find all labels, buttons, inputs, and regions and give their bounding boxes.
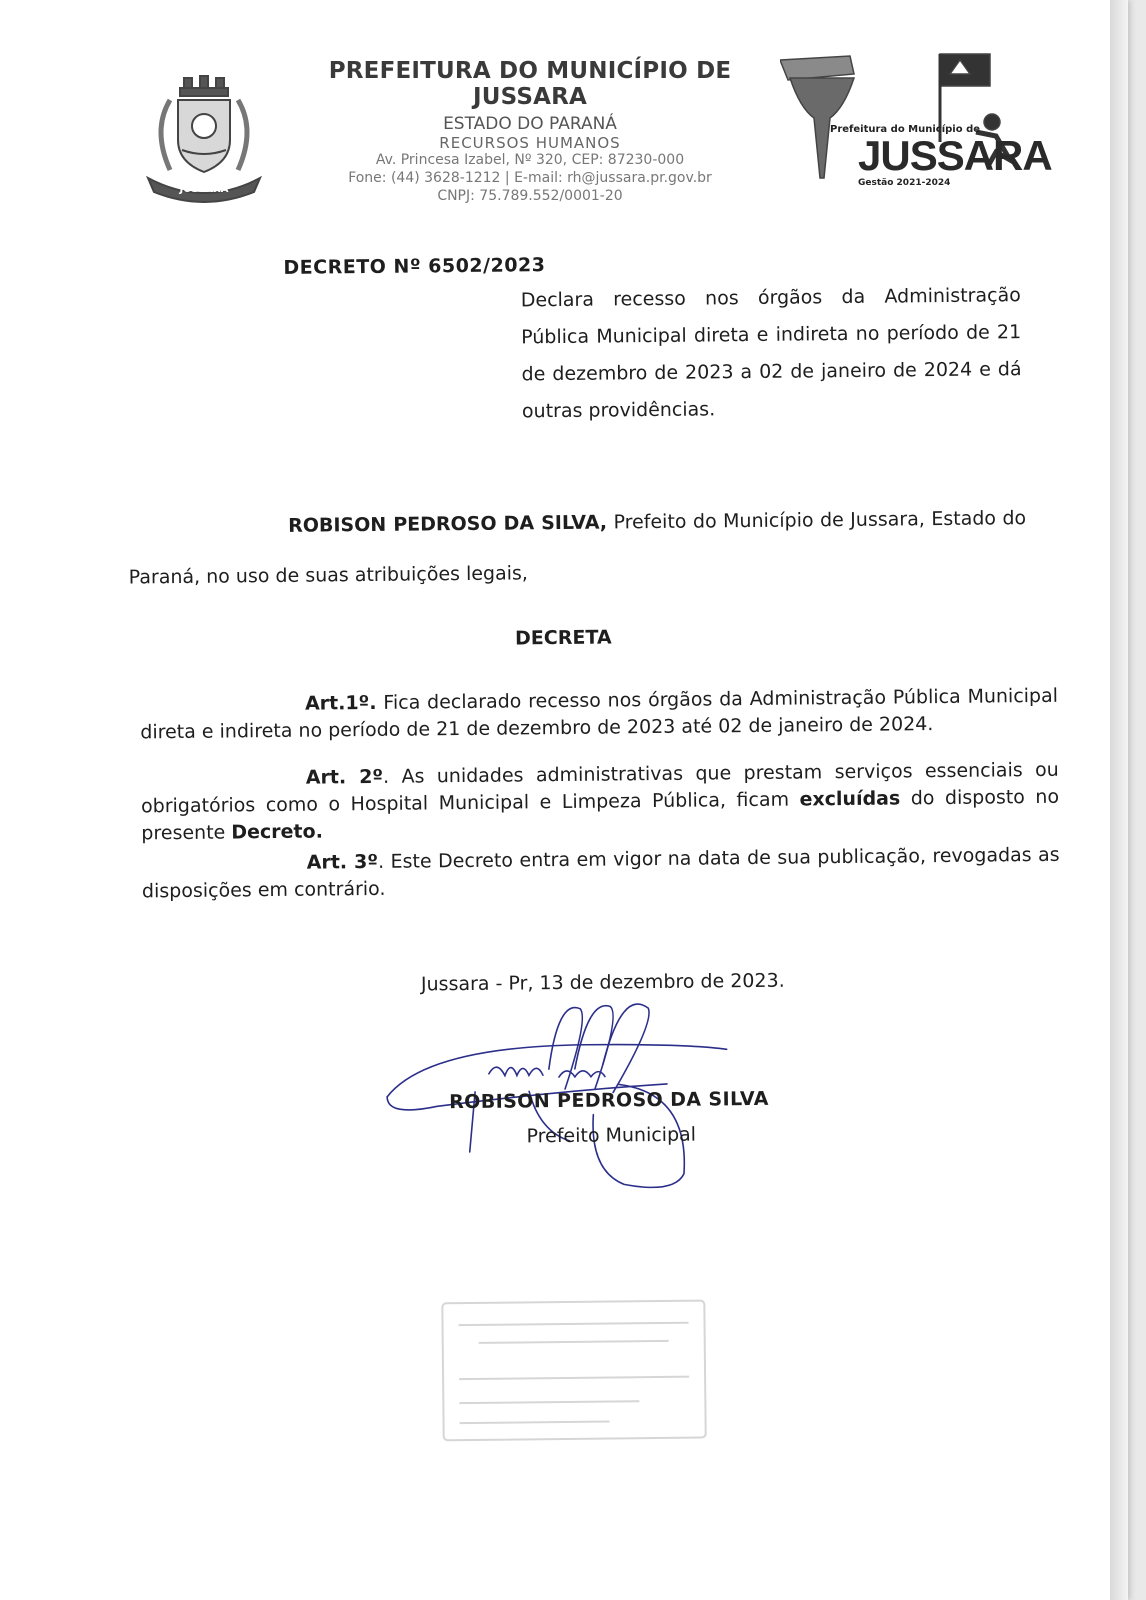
signer-name: ROBISON PEDROSO DA SILVA (449, 1087, 769, 1114)
article-2-text-b: do disposto no presente (141, 785, 1060, 845)
brand-name: JUSSARA (858, 132, 1052, 179)
municipality-title: PREFEITURA DO MUNICÍPIO DE JUSSARA (328, 58, 732, 110)
address-line: Av. Princesa Izabel, Nº 320, CEP: 87230-000 (375, 152, 685, 168)
article-2 (141, 757, 1060, 848)
article-2-label: Art. 2º (305, 765, 384, 789)
signer-role: Prefeito Municipal (526, 1123, 697, 1148)
article-2-bold: excluídas (799, 787, 901, 811)
state-name: ESTADO DO PARANÁ (443, 114, 617, 134)
decree-summary: Declara recesso nos órgãos da Administração Pública Municipal direta e indireta no período de 21 de dezembro de 2023 a 02 de janeiro de 2024 e dá outras providências. (520, 284, 1022, 423)
article-2-text-a: . As unidades administrativas que prestam serviços essenciais ou obrigatórios como o Hospital Municipal e Limpeza Pública, ficam (140, 758, 1059, 818)
article-1-label: Art.1º. (304, 691, 377, 715)
contact-line: Fone: (44) 3628-1212 | E-mail: rh@jussara.pr.gov.br (348, 170, 712, 186)
brand-term: Gestão 2021-2024 (858, 178, 951, 188)
article-2-bold2: Decreto. (231, 820, 323, 844)
decreta-heading: DECRETA (514, 626, 612, 650)
article-1 (140, 683, 1059, 747)
article-3-label: Art. 3º (306, 850, 379, 874)
article-3-text: . Este Decreto entra em vigor na data de sua publicação, revogadas as disposições em contrário. (141, 843, 1060, 903)
preamble (128, 493, 1027, 602)
cnpj-line: CNPJ: 75.789.552/0001-20 (437, 188, 623, 204)
preamble-name: ROBISON PEDROSO DA SILVA, (288, 511, 608, 537)
decree-number: DECRETO Nº 6502/2023 (283, 254, 546, 279)
crest-label: JUSSARA (179, 184, 229, 195)
faded-publication-stamp-icon (438, 1296, 710, 1444)
article-3 (142, 842, 1061, 906)
article-1-text: Fica declarado recesso nos órgãos da Administração Pública Municipal direta e indireta no período de 21 de dezembro de 2023 até 02 de janeiro de 2024. (140, 684, 1059, 744)
place-date: Jussara - Pr, 13 de dezembro de 2023. (420, 969, 785, 996)
preamble-text: Prefeito do Município de Jussara, Estado do Paraná, no uso de suas atribuições legais, (128, 507, 1027, 589)
brand-prefix: Prefeitura do Município de (830, 124, 981, 135)
department-name: RECURSOS HUMANOS (439, 134, 621, 152)
